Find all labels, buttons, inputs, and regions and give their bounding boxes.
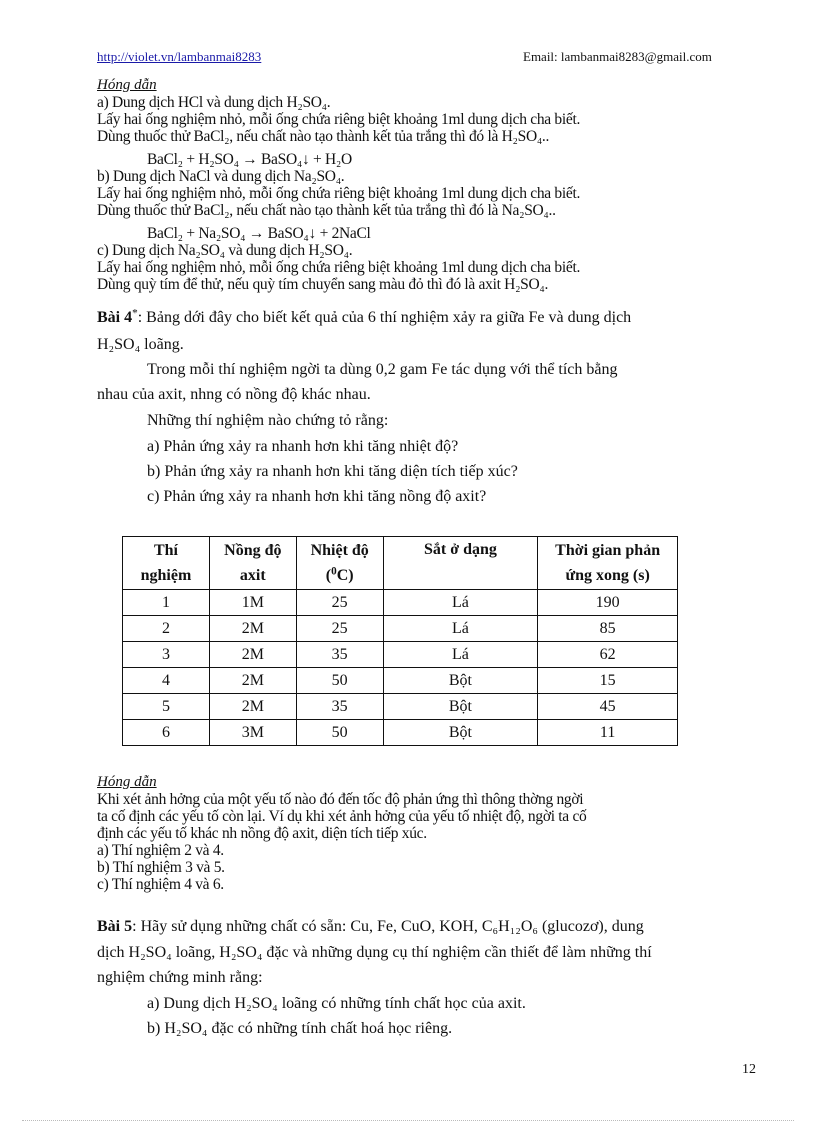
guide-b-line1: Lấy hai ống nghiệm nhỏ, mỗi ống chứa riêng biệt khoảng 1ml dung dịch cha biết. [97,185,581,202]
guide2-answer-c: c) Thí nghiệm 4 và 6. [97,876,224,893]
header-iron-form: Sắt ở dạng [383,537,538,590]
header-experiment: Thí nghiệm [123,537,210,590]
table-row: 1 1M 25 Lá 190 [123,590,678,616]
bai4-question: Những thí nghiệm nào chứng tỏ rằng: [147,412,389,429]
guide2-line2: ta cố định các yếu tố còn lại. Ví dụ khi xét ảnh hởng của yếu tố nhiệt độ, ngời ta cố [97,808,587,825]
bai5-line1 [97,918,644,936]
guide-b-title: b) Dung dịch NaCl và dung dịch Na₂SO₄. [97,168,345,185]
header-reaction-time: Thời gian phản ứng xong (s) [538,537,678,590]
equation-a: BaCl₂ + H₂SO₄ → BaSO₄↓ + H₂O [147,151,352,168]
bai4-question-b: b) Phản ứng xảy ra nhanh hơn khi tăng diện tích tiếp xúc? [147,463,518,480]
page-number: 12 [742,1062,756,1077]
guide-a-line2: Dùng thuốc thử BaCl₂, nếu chất nào tạo thành kết tủa trắng thì đó là H₂SO₄.. [97,128,550,145]
table-row: 4 2M 50 Bột 15 [123,668,678,694]
table-row: 6 3M 50 Bột 11 [123,720,678,746]
guide2-line3: định các yếu tố khác nh nồng độ axit, diện tích tiếp xúc. [97,825,427,842]
guide-c-line2: Dùng quỳ tím để thử, nếu quỳ tím chuyển sang màu đỏ thì đó là axit H₂SO₄. [97,276,549,293]
guide2-answer-a: a) Thí nghiệm 2 và 4. [97,842,224,859]
guide-b-line2: Dùng thuốc thử BaCl₂, nếu chất nào tạo thành kết tủa trắng thì đó là Na₂SO₄.. [97,202,556,219]
bai4-label: Bài 4 [97,309,133,326]
guide2-answer-b: b) Thí nghiệm 3 và 5. [97,859,225,876]
equation-b: BaCl₂ + Na₂SO₄ → BaSO₄↓ + 2NaCl [147,225,371,242]
bai5-question-b: b) H₂SO₄ đặc có những tính chất hoá học riêng. [147,1020,453,1037]
header-temperature: Nhiệt độ ($^0$C) [296,537,383,590]
table-row: 5 2M 35 Bột 45 [123,694,678,720]
bai5-text: : Hãy sử dụng những chất có sẵn: Cu, Fe, CuO, KOH, C₆H₁₂O₆ (glucozơ), dung [132,918,644,935]
bai4-text: : Bảng dới đây cho biết kết quả của 6 thí nghiệm xảy ra giữa Fe và dung dịch [137,309,632,326]
guide2-heading: Hóng dẫn [97,774,157,790]
table-header-row [123,537,678,590]
bai4-line2: H₂SO₄ loãng. [97,336,184,353]
guide2-line1: Khi xét ảnh hởng của một yếu tố nào đó đến tốc độ phản ứng thì thông thờng ngời [97,791,584,808]
bai4-line1 [97,309,631,327]
table-row: 2 2M 25 Lá 85 [123,616,678,642]
guide-a-line1: Lấy hai ống nghiệm nhỏ, mỗi ống chứa riêng biệt khoảng 1ml dung dịch cha biết. [97,111,581,128]
bai4-question-c: c) Phản ứng xảy ra nhanh hơn khi tăng nồng độ axit? [147,488,487,505]
bai4-para1: Trong mỗi thí nghiệm ngời ta dùng 0,2 gam Fe tác dụng với thể tích bằng [147,361,618,378]
header-concentration: Nồng độ axit [209,537,296,590]
bai5-label: Bài 5 [97,918,133,935]
guide-c-line1: Lấy hai ống nghiệm nhỏ, mỗi ống chứa riêng biệt khoảng 1ml dung dịch cha biết. [97,259,581,276]
bai4-question-a: a) Phản ứng xảy ra nhanh hơn khi tăng nhiệt độ? [147,438,459,455]
table-row: 3 2M 35 Lá 62 [123,642,678,668]
experiment-table [122,536,678,746]
page-bottom-divider [22,1120,794,1121]
bai4-para2: nhau của axit, nhng có nồng độ khác nhau. [97,386,371,403]
header-email: Email: lambanmai8283@gmail.com [523,49,712,64]
bai5-question-a: a) Dung dịch H₂SO₄ loãng có những tính chất học của axit. [147,995,526,1012]
bai5-line3: nghiệm chứng minh rằng: [97,969,263,986]
header-link[interactable]: http://violet.vn/lambanmai8283 [97,49,262,64]
guide-heading: Hóng dẫn [97,77,157,93]
guide-a-title: a) Dung dịch HCl và dung dịch H₂SO₄. [97,94,331,111]
bai4-star: * [132,307,138,320]
bai5-line2: dịch H₂SO₄ loãng, H₂SO₄ đặc và những dụng cụ thí nghiệm cần thiết để làm những thí [97,944,652,961]
guide-c-title: c) Dung dịch Na₂SO₄ và dung dịch H₂SO₄. [97,242,353,259]
